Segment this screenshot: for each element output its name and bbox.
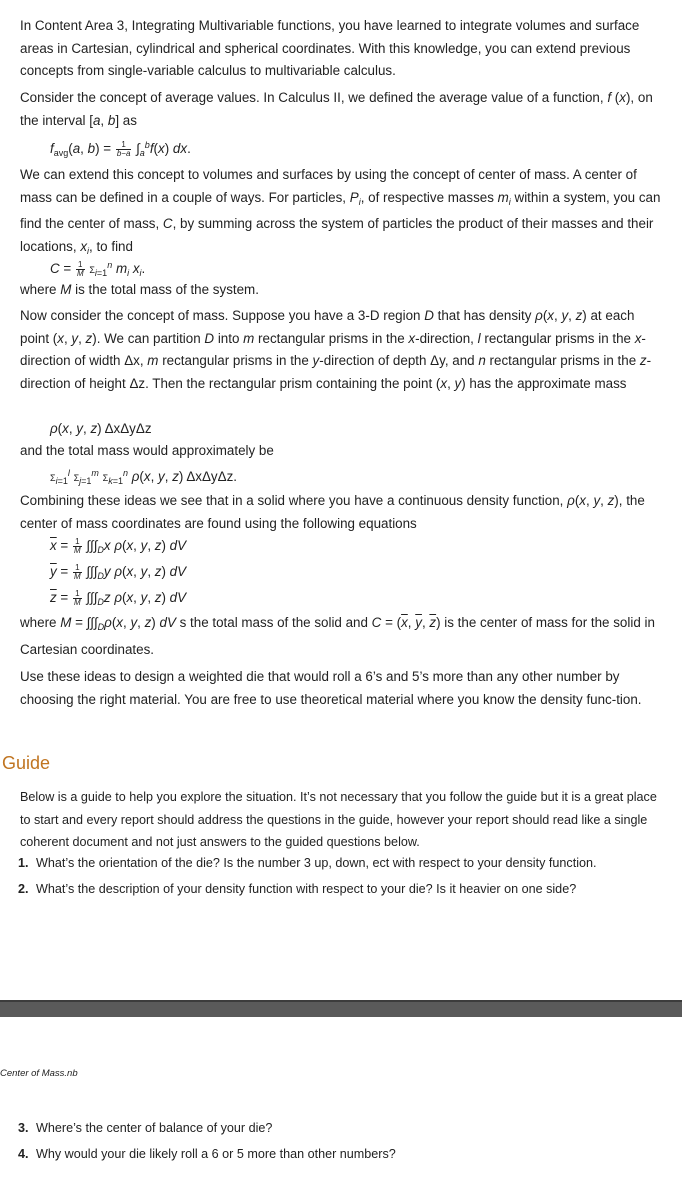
mass-partition-paragraph: Now consider the concept of mass. Suppose you have a 3-D region D that has density ρ(x, y, z) at each point (x, y, z). We can partition D into m rectangular prisms in the x-direction, l rectangular prisms in the x-direction of width Δx, m rectangular prisms in the y-direction of depth Δy, and n rectangular prisms in the z-direction of height Δz. Then the rectangular prism containing the point (x, y) has the approximate mass bbox=[20, 308, 652, 391]
x-bar-formula: $\overline{x}$ = $\frac{1}{M}$ $\int\int\int_Dx$ ρ(x, y, z) dV bbox=[50, 536, 187, 555]
guide-question: 3. Where’s the center of balance of your die? bbox=[18, 1121, 273, 1135]
page-break-bar bbox=[0, 1000, 682, 1017]
total-mass-note: where M is the total mass of the system. bbox=[20, 282, 259, 297]
particle-center-formula: C = $\frac{1}{M}$ $\Sigma_{i=1}^n$ $m_i$ $x_i$. bbox=[50, 259, 146, 278]
footer-filename: Center of Mass.nb bbox=[0, 1068, 78, 1079]
guide-question: 4. Why would your die likely roll a 6 or 5 more than other numbers? bbox=[18, 1147, 396, 1161]
center-of-mass-paragraph: We can extend this concept to volumes and surfaces by using the concept of center of mass. A center of mass can be defined in a couple of ways. For particles, $P_i$, of respective masses $m_i$ within a system, you can find the center of mass, C, by summing across the system of particles the product of their masses and their locations, $x_i$, to find bbox=[20, 167, 661, 256]
mass-definition-paragraph: where $M = \int\int\int_D\rho(x$, y, z) dV s the total mass of the solid and $C = (\overline{x}$, $\overline{y}$, $\overline{z}$) is the center of mass for the solid in Cartesian coordinates. bbox=[20, 615, 655, 657]
average-value-formula: $f_{avg}(a$, b) = $\frac{1}{b-a}$ $\int_a^bf(x)$ dx. bbox=[50, 139, 191, 158]
intro-paragraph: In Content Area 3, Integrating Multivariable functions, you have learned to integrate volumes and surface areas in Cartesian, cylindrical and spherical coordinates. With this knowledge, you can extend previous concepts from single-variable calculus to multivariable calculus. bbox=[20, 18, 640, 78]
guide-heading: Guide bbox=[2, 753, 51, 773]
approximate-mass-formula: ρ(x, y, z) ΔxΔyΔz bbox=[50, 421, 152, 436]
guide-intro: Below is a guide to help you explore the situation. It’s not necessary that you follow the guide but it is a great place to start and every report should address the questions in the guide, however your report should read like a single coherent document and not just answers to the guided questions below. bbox=[20, 790, 657, 849]
y-bar-formula: $\overline{y}$ = $\frac{1}{M}$ $\int\int\int_Dy$ ρ(x, y, z) dV bbox=[50, 562, 187, 581]
average-value-paragraph: Consider the concept of average values. In Calculus II, we defined the average value of a function, f (x), on the interval [a, b] as bbox=[20, 90, 653, 128]
z-bar-formula: $\overline{z}$ = $\frac{1}{M}$ $\int\int\int_Dz$ ρ(x, y, z) dV bbox=[50, 588, 187, 607]
task-paragraph: Use these ideas to design a weighted die that would roll a 6’s and 5’s more than any other number by choosing the right material. You are free to use theoretical material where you know the density func-tion. bbox=[20, 669, 642, 707]
total-mass-sentence: and the total mass would approximately be bbox=[20, 443, 274, 458]
triple-sum-formula: $\Sigma_{i=1}^l$ $\Sigma_{j=1}^m$ $\Sigma_{k=1}^n$ ρ(x, y, z) ΔxΔyΔz. bbox=[50, 468, 237, 486]
continuous-density-paragraph: Combining these ideas we see that in a solid where you have a continuous density function, ρ(x, y, z), the center of mass coordinates are found using the following equations bbox=[20, 493, 645, 531]
guide-question: 2. What’s the description of your density function with respect to your die? Is it heavier on one side? bbox=[18, 882, 577, 896]
guide-question: 1. What’s the orientation of the die? Is the number 3 up, down, ect with respect to your density function. bbox=[18, 856, 597, 870]
